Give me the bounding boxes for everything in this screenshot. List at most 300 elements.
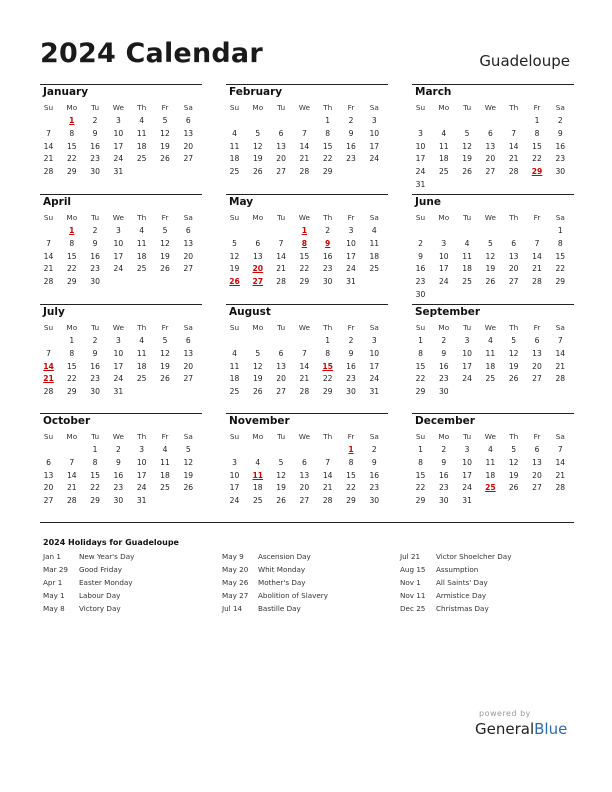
day-cell: 17 bbox=[369, 141, 380, 151]
day-cell: 17 bbox=[113, 251, 124, 261]
holiday-day-cell: 27 bbox=[252, 277, 264, 287]
day-cell: 13 bbox=[276, 361, 286, 371]
day-cell: 17 bbox=[462, 470, 472, 480]
day-cell: 19 bbox=[160, 361, 170, 371]
day-cell: 17 bbox=[113, 141, 124, 151]
month-divider bbox=[412, 304, 574, 305]
day-cell: 18 bbox=[252, 483, 263, 493]
day-cell: 12 bbox=[252, 141, 263, 151]
weekday-label: Su bbox=[229, 323, 240, 332]
weekday-label: We bbox=[298, 213, 311, 222]
day-cell: 26 bbox=[485, 277, 496, 287]
day-cell: 6 bbox=[46, 457, 51, 467]
day-cell: 30 bbox=[555, 167, 566, 177]
day-cell: 11 bbox=[462, 251, 472, 261]
day-cell: 1 bbox=[325, 336, 331, 345]
holiday-date: May 9 bbox=[222, 552, 244, 561]
weekday-label: Sa bbox=[369, 103, 379, 112]
day-cell: 16 bbox=[346, 361, 356, 371]
day-cell: 2 bbox=[92, 336, 98, 345]
day-cell: 25 bbox=[136, 264, 147, 274]
day-cell: 26 bbox=[160, 154, 170, 164]
day-cell: 7 bbox=[557, 336, 563, 345]
day-cell: 29 bbox=[90, 496, 100, 506]
holiday-date: Nov 1 bbox=[400, 578, 421, 587]
day-cell: 11 bbox=[485, 457, 496, 467]
day-cell: 14 bbox=[43, 141, 54, 151]
day-cell: 13 bbox=[252, 251, 263, 261]
day-cell: 6 bbox=[511, 238, 517, 248]
day-cell: 13 bbox=[276, 141, 286, 151]
month-september bbox=[412, 304, 574, 412]
day-cell: 29 bbox=[66, 167, 77, 177]
month-divider bbox=[226, 194, 388, 195]
day-cell: 27 bbox=[532, 483, 542, 493]
day-cell: 28 bbox=[66, 496, 77, 506]
weekday-label: Mo bbox=[66, 323, 78, 332]
month-name: April bbox=[43, 196, 72, 208]
month-divider bbox=[40, 194, 202, 195]
holiday-date: Jul 21 bbox=[400, 552, 421, 561]
day-cell: 4 bbox=[464, 238, 470, 248]
holiday-date: Jan 1 bbox=[43, 552, 61, 561]
day-cell: 22 bbox=[322, 154, 333, 164]
day-cell: 25 bbox=[462, 277, 472, 287]
day-cell: 11 bbox=[136, 348, 147, 358]
day-cell: 29 bbox=[415, 387, 426, 397]
day-cell: 26 bbox=[160, 374, 170, 384]
day-cell: 23 bbox=[113, 483, 124, 493]
weekday-label: Th bbox=[137, 103, 147, 112]
day-cell: 12 bbox=[160, 348, 170, 358]
day-cell: 20 bbox=[276, 374, 286, 384]
day-cell: 14 bbox=[555, 348, 566, 358]
day-cell: 2 bbox=[348, 116, 354, 125]
day-cell: 24 bbox=[415, 167, 426, 177]
weekday-label: Tu bbox=[463, 323, 472, 332]
holiday-date: May 26 bbox=[222, 578, 249, 587]
day-cell: 24 bbox=[229, 496, 240, 506]
day-cell: 12 bbox=[183, 457, 194, 467]
day-cell: 1 bbox=[418, 336, 423, 345]
month-divider bbox=[40, 304, 202, 305]
day-cell: 30 bbox=[90, 387, 100, 397]
day-cell: 26 bbox=[462, 167, 472, 177]
day-cell: 28 bbox=[555, 483, 566, 493]
day-cell: 7 bbox=[301, 128, 307, 138]
day-cell: 29 bbox=[322, 387, 333, 397]
day-cell: 1 bbox=[325, 116, 331, 125]
day-cell: 27 bbox=[276, 387, 286, 397]
day-cell: 18 bbox=[136, 361, 147, 371]
holiday-row bbox=[222, 578, 392, 591]
month-june bbox=[412, 194, 574, 302]
day-cell: 23 bbox=[90, 264, 100, 274]
weekday-label: Tu bbox=[91, 213, 100, 222]
day-cell: 25 bbox=[229, 387, 240, 397]
powered-by-text: powered by bbox=[479, 709, 531, 718]
day-cell: 25 bbox=[229, 167, 240, 177]
day-cell: 18 bbox=[160, 470, 170, 480]
day-cell: 30 bbox=[90, 167, 100, 177]
weekday-label: Fr bbox=[533, 103, 541, 112]
day-cell: 19 bbox=[252, 154, 263, 164]
day-cell: 21 bbox=[555, 361, 566, 371]
day-cell: 10 bbox=[369, 128, 380, 138]
day-cell: 11 bbox=[369, 238, 380, 248]
day-cell: 5 bbox=[278, 457, 284, 467]
day-cell: 9 bbox=[348, 128, 354, 138]
brand-logo[interactable] bbox=[475, 720, 567, 738]
day-cell: 2 bbox=[557, 116, 563, 125]
day-cell: 20 bbox=[299, 483, 310, 493]
day-cell: 5 bbox=[162, 116, 168, 125]
weekday-label: Th bbox=[323, 103, 333, 112]
day-cell: 28 bbox=[43, 167, 54, 177]
day-cell: 17 bbox=[462, 361, 472, 371]
day-cell: 10 bbox=[113, 348, 124, 358]
day-cell: 14 bbox=[299, 361, 310, 371]
day-cell: 19 bbox=[508, 470, 519, 480]
day-cell: 22 bbox=[532, 154, 542, 164]
day-cell: 27 bbox=[183, 374, 194, 384]
day-cell: 8 bbox=[534, 128, 540, 138]
day-cell: 21 bbox=[276, 264, 286, 274]
day-cell: 22 bbox=[90, 483, 100, 493]
day-cell: 11 bbox=[229, 361, 240, 371]
day-cell: 24 bbox=[113, 264, 124, 274]
day-cell: 15 bbox=[532, 141, 542, 151]
day-cell: 21 bbox=[508, 154, 519, 164]
holiday-name: Easter Monday bbox=[79, 578, 133, 587]
day-cell: 6 bbox=[255, 238, 261, 248]
day-cell: 6 bbox=[278, 348, 284, 358]
weekday-label: Tu bbox=[277, 103, 286, 112]
holiday-name: Victor Shoelcher Day bbox=[436, 552, 512, 561]
day-cell: 16 bbox=[555, 141, 566, 151]
weekday-label: We bbox=[298, 432, 311, 441]
day-cell: 15 bbox=[66, 141, 77, 151]
weekday-label: Sa bbox=[369, 213, 379, 222]
holiday-day-cell: 29 bbox=[531, 167, 543, 177]
day-cell: 22 bbox=[66, 154, 77, 164]
day-cell: 17 bbox=[136, 470, 147, 480]
holiday-day-cell: 14 bbox=[43, 361, 54, 371]
weekday-label: Sa bbox=[369, 432, 379, 441]
day-cell: 5 bbox=[162, 336, 168, 345]
weekday-label: Tu bbox=[277, 323, 286, 332]
month-april bbox=[40, 194, 202, 302]
day-cell: 7 bbox=[511, 128, 517, 138]
day-cell: 25 bbox=[485, 374, 496, 384]
day-cell: 18 bbox=[462, 264, 472, 274]
day-cell: 23 bbox=[369, 483, 380, 493]
weekday-label: Sa bbox=[555, 432, 565, 441]
month-divider bbox=[412, 194, 574, 195]
holiday-name: Bastille Day bbox=[258, 604, 301, 613]
weekday-label: Th bbox=[323, 213, 333, 222]
day-cell: 22 bbox=[66, 264, 77, 274]
day-cell: 19 bbox=[462, 154, 472, 164]
day-cell: 3 bbox=[232, 457, 237, 467]
day-cell: 2 bbox=[441, 336, 447, 345]
holiday-day-cell: 25 bbox=[485, 483, 496, 493]
day-cell: 26 bbox=[183, 483, 194, 493]
day-cell: 15 bbox=[66, 361, 77, 371]
day-cell: 13 bbox=[532, 457, 542, 467]
brand-logo-part2: Blue bbox=[534, 720, 568, 738]
weekday-label: We bbox=[484, 323, 497, 332]
holiday-day-cell: 15 bbox=[322, 361, 333, 371]
month-january bbox=[40, 84, 202, 192]
day-cell: 20 bbox=[183, 141, 194, 151]
holiday-column bbox=[43, 552, 213, 617]
day-cell: 9 bbox=[115, 457, 121, 467]
weekday-label: Su bbox=[415, 213, 426, 222]
weekday-label: Fr bbox=[161, 103, 169, 112]
day-cell: 8 bbox=[418, 348, 423, 358]
day-cell: 27 bbox=[508, 277, 519, 287]
month-divider bbox=[226, 84, 388, 85]
day-cell: 10 bbox=[346, 238, 356, 248]
day-cell: 8 bbox=[325, 348, 331, 358]
day-cell: 25 bbox=[438, 167, 449, 177]
weekday-label: Mo bbox=[66, 213, 78, 222]
holiday-row bbox=[43, 578, 213, 591]
day-cell: 21 bbox=[43, 154, 54, 164]
day-cell: 7 bbox=[69, 457, 75, 467]
day-cell: 14 bbox=[43, 251, 54, 261]
day-cell: 16 bbox=[90, 141, 100, 151]
holiday-row bbox=[43, 565, 213, 578]
day-cell: 25 bbox=[252, 496, 263, 506]
holiday-row bbox=[222, 565, 392, 578]
day-cell: 20 bbox=[532, 470, 542, 480]
holiday-name: Assumption bbox=[436, 565, 479, 574]
weekday-label: Tu bbox=[91, 323, 100, 332]
day-cell: 6 bbox=[278, 128, 284, 138]
month-name: February bbox=[229, 86, 283, 98]
day-cell: 12 bbox=[160, 238, 170, 248]
weekday-label: Su bbox=[229, 432, 240, 441]
day-cell: 8 bbox=[348, 457, 354, 467]
holiday-row bbox=[222, 552, 392, 565]
day-cell: 4 bbox=[139, 336, 145, 345]
day-cell: 6 bbox=[534, 336, 540, 345]
day-cell: 6 bbox=[185, 336, 191, 345]
weekday-label: Mo bbox=[66, 432, 78, 441]
day-cell: 6 bbox=[185, 226, 191, 235]
day-cell: 28 bbox=[299, 387, 310, 397]
day-cell: 30 bbox=[322, 277, 333, 287]
weekday-label: We bbox=[298, 323, 311, 332]
day-cell: 6 bbox=[301, 457, 307, 467]
day-cell: 4 bbox=[232, 348, 237, 358]
day-cell: 18 bbox=[136, 141, 147, 151]
weekday-label: Fr bbox=[347, 103, 355, 112]
day-cell: 9 bbox=[441, 348, 447, 358]
day-cell: 31 bbox=[415, 180, 426, 189]
day-cell: 3 bbox=[115, 336, 121, 345]
day-cell: 21 bbox=[43, 264, 54, 274]
day-cell: 29 bbox=[66, 387, 77, 397]
day-cell: 22 bbox=[415, 483, 426, 493]
weekday-label: Fr bbox=[347, 213, 355, 222]
weekday-label: Su bbox=[43, 432, 54, 441]
day-cell: 18 bbox=[369, 251, 380, 261]
weekday-label: Su bbox=[415, 103, 426, 112]
weekday-label: Tu bbox=[463, 213, 472, 222]
day-cell: 26 bbox=[276, 496, 286, 506]
holiday-row bbox=[400, 552, 570, 565]
day-cell: 7 bbox=[557, 445, 563, 454]
holiday-day-cell: 1 bbox=[69, 226, 75, 235]
day-cell: 13 bbox=[183, 348, 194, 358]
weekday-label: Th bbox=[137, 323, 147, 332]
weekday-label: Tu bbox=[463, 103, 472, 112]
day-cell: 16 bbox=[113, 470, 124, 480]
day-cell: 16 bbox=[90, 361, 100, 371]
holiday-date: Jul 14 bbox=[222, 604, 243, 613]
day-cell: 31 bbox=[346, 277, 356, 287]
day-cell: 10 bbox=[462, 348, 472, 358]
day-cell: 9 bbox=[92, 128, 98, 138]
day-cell: 3 bbox=[418, 128, 423, 138]
day-cell: 30 bbox=[90, 277, 100, 287]
weekday-label: We bbox=[484, 103, 497, 112]
day-cell: 4 bbox=[232, 128, 237, 138]
day-cell: 29 bbox=[555, 277, 566, 287]
day-cell: 19 bbox=[160, 141, 170, 151]
day-cell: 3 bbox=[371, 116, 377, 125]
weekday-label: We bbox=[112, 103, 125, 112]
day-cell: 23 bbox=[322, 264, 333, 274]
holiday-row bbox=[222, 604, 392, 617]
day-cell: 1 bbox=[69, 336, 75, 345]
weekday-label: Su bbox=[415, 432, 426, 441]
day-cell: 23 bbox=[415, 277, 426, 287]
holiday-column bbox=[222, 552, 392, 617]
day-cell: 24 bbox=[369, 374, 380, 384]
day-cell: 2 bbox=[418, 238, 423, 248]
weekday-label: Mo bbox=[438, 213, 450, 222]
day-cell: 15 bbox=[66, 251, 77, 261]
day-cell: 16 bbox=[369, 470, 380, 480]
day-cell: 2 bbox=[92, 226, 98, 235]
holiday-name: Ascension Day bbox=[258, 552, 311, 561]
day-cell: 31 bbox=[462, 496, 472, 506]
day-cell: 4 bbox=[139, 226, 145, 235]
day-cell: 18 bbox=[438, 154, 449, 164]
day-cell: 4 bbox=[487, 445, 493, 454]
month-july bbox=[40, 304, 202, 412]
day-cell: 7 bbox=[278, 238, 284, 248]
month-august bbox=[226, 304, 388, 412]
holiday-name: Victory Day bbox=[79, 604, 121, 613]
day-cell: 13 bbox=[485, 141, 496, 151]
day-cell: 28 bbox=[508, 167, 519, 177]
holiday-name: Mother's Day bbox=[258, 578, 306, 587]
month-october bbox=[40, 413, 202, 521]
day-cell: 20 bbox=[43, 483, 54, 493]
weekday-label: Su bbox=[229, 213, 240, 222]
day-cell: 28 bbox=[43, 277, 54, 287]
day-cell: 13 bbox=[299, 470, 310, 480]
day-cell: 10 bbox=[229, 470, 240, 480]
day-cell: 15 bbox=[415, 361, 426, 371]
weekday-label: Su bbox=[43, 103, 54, 112]
weekday-label: Th bbox=[323, 432, 333, 441]
month-name: August bbox=[229, 306, 271, 318]
day-cell: 4 bbox=[487, 336, 493, 345]
day-cell: 24 bbox=[462, 374, 472, 384]
weekday-label: Mo bbox=[252, 432, 264, 441]
day-cell: 14 bbox=[555, 457, 566, 467]
holiday-date: Dec 25 bbox=[400, 604, 426, 613]
day-cell: 20 bbox=[276, 154, 286, 164]
day-cell: 28 bbox=[555, 374, 566, 384]
day-cell: 29 bbox=[66, 277, 77, 287]
day-cell: 2 bbox=[115, 445, 121, 454]
day-cell: 3 bbox=[464, 336, 470, 345]
holiday-date: Mar 29 bbox=[43, 565, 68, 574]
day-cell: 23 bbox=[346, 154, 356, 164]
holiday-name: Armistice Day bbox=[436, 591, 487, 600]
country-name: Guadeloupe bbox=[479, 52, 570, 70]
holiday-row bbox=[400, 591, 570, 604]
month-name: March bbox=[415, 86, 452, 98]
day-cell: 12 bbox=[508, 348, 519, 358]
weekday-label: Mo bbox=[438, 323, 450, 332]
day-cell: 2 bbox=[441, 445, 447, 454]
day-cell: 19 bbox=[160, 251, 170, 261]
day-cell: 8 bbox=[92, 457, 98, 467]
holiday-day-cell: 20 bbox=[252, 264, 264, 274]
weekday-label: Th bbox=[509, 103, 519, 112]
day-cell: 26 bbox=[252, 167, 263, 177]
day-cell: 3 bbox=[348, 226, 354, 235]
day-cell: 16 bbox=[438, 361, 449, 371]
weekday-label: Sa bbox=[555, 213, 565, 222]
month-divider bbox=[226, 304, 388, 305]
day-cell: 21 bbox=[66, 483, 77, 493]
weekday-label: Fr bbox=[533, 323, 541, 332]
day-cell: 12 bbox=[276, 470, 286, 480]
day-cell: 12 bbox=[508, 457, 519, 467]
day-cell: 25 bbox=[136, 154, 147, 164]
day-cell: 23 bbox=[438, 483, 449, 493]
holiday-date: May 27 bbox=[222, 591, 249, 600]
holiday-row bbox=[222, 591, 392, 604]
weekday-label: Th bbox=[137, 432, 147, 441]
month-name: June bbox=[415, 196, 441, 208]
month-divider bbox=[226, 413, 388, 414]
weekday-label: Sa bbox=[369, 323, 379, 332]
weekday-label: Fr bbox=[161, 323, 169, 332]
day-cell: 16 bbox=[90, 251, 100, 261]
day-cell: 12 bbox=[485, 251, 496, 261]
day-cell: 19 bbox=[508, 361, 519, 371]
weekday-label: Fr bbox=[161, 432, 169, 441]
weekday-label: Mo bbox=[66, 103, 78, 112]
weekday-label: We bbox=[298, 103, 311, 112]
day-cell: 24 bbox=[136, 483, 147, 493]
month-name: September bbox=[415, 306, 481, 318]
day-cell: 26 bbox=[160, 264, 170, 274]
day-cell: 24 bbox=[438, 277, 449, 287]
holiday-row bbox=[400, 565, 570, 578]
month-name: December bbox=[415, 415, 475, 427]
